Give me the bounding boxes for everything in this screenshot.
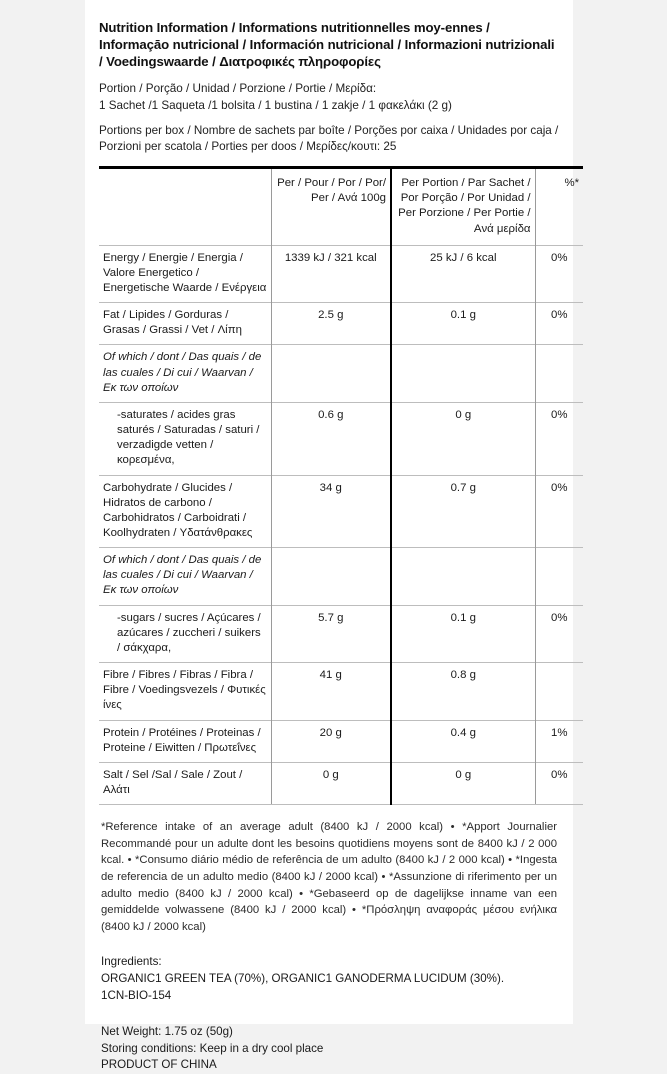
value-per-portion: 0.4 g bbox=[391, 720, 535, 762]
value-per-100g: 0.6 g bbox=[271, 402, 391, 475]
portion-value: 1 Sachet /1 Saqueta /1 bolsita / 1 bustina / 1 zakje / 1 φακελάκι (2 g) bbox=[99, 98, 452, 112]
page-title: Nutrition Information / Informations nutritionnelles moy-ennes / Informaçāo nutricional / Información nutricional / Informazioni nutrizionali / Voedingswaarde / Διατροφικές πληροφορίες bbox=[99, 20, 555, 70]
table-row bbox=[99, 762, 583, 804]
value-percent: 0% bbox=[535, 605, 583, 662]
table-row bbox=[99, 402, 583, 475]
reference-intake-footnote: *Reference intake of an average adult (8400 kJ / 2000 kcal) • *Apport Journalier Recommandé pour un adulte dont les besoins quotidiens moyens sont de 8400 kJ / 2 000 kcal. • *Consumo diário médio de referência de um adulto (8400 kJ / 2 000 kcal) • *Ingesta de referencia de un adulto medio (8400 kJ / 2000 kcal) • *Assunzione di riferimento per un adulto medio (8400 kJ / 2000 kcal) • *Gebaseerd op de dagelijkse inname van een gemiddelde volwassene (8400 kJ / 2000 kcal) • *Πρόσληψη αναφοράς μέσου ενήλικα (8400 kJ / 2000 kcal) bbox=[101, 821, 557, 933]
nutrient-name: Fat / Lipides / Gorduras / Grasas / Grassi / Vet / Λίπη bbox=[99, 303, 271, 345]
nutrient-name: Of which / dont / Das quais / de las cuales / Di cui / Waarvan / Εκ των οποίων bbox=[99, 345, 271, 402]
header-per-portion: Per Portion / Par Sachet / Por Porção / Por Unidad / Per Porzione / Per Portie / Aνά μερίδα bbox=[391, 168, 535, 246]
value-per-portion bbox=[391, 345, 535, 402]
table-row bbox=[99, 548, 583, 605]
table-row bbox=[99, 663, 583, 720]
value-percent: 1% bbox=[535, 720, 583, 762]
value-per-100g: 1339 kJ / 321 kcal bbox=[271, 245, 391, 302]
value-per-100g: 0 g bbox=[271, 762, 391, 804]
nutrient-name: -sugars / sucres / Açúcares / azúcares / zuccheri / suikers / σάκχαρα, bbox=[99, 605, 271, 662]
table-row bbox=[99, 303, 583, 345]
storing-conditions: Storing conditions: Keep in a dry cool place bbox=[101, 1041, 324, 1055]
value-per-100g: 41 g bbox=[271, 663, 391, 720]
table-body bbox=[99, 245, 583, 805]
nutrition-table bbox=[99, 166, 583, 805]
table-row bbox=[99, 475, 583, 548]
value-per-100g: 2.5 g bbox=[271, 303, 391, 345]
portion-block bbox=[99, 81, 559, 113]
value-per-100g: 20 g bbox=[271, 720, 391, 762]
nutrient-name: Salt / Sel /Sal / Sale / Zout / Αλάτι bbox=[99, 762, 271, 804]
value-per-portion: 25 kJ / 6 kcal bbox=[391, 245, 535, 302]
value-percent: 0% bbox=[535, 762, 583, 804]
value-per-100g: 5.7 g bbox=[271, 605, 391, 662]
table-row bbox=[99, 345, 583, 402]
ingredients-heading: Ingredients: bbox=[101, 955, 162, 969]
value-per-portion: 0 g bbox=[391, 402, 535, 475]
footer-info-block bbox=[99, 1024, 559, 1074]
ingredients-body: ORGANIC1 GREEN TEA (70%), ORGANIC1 GANODERMA LUCIDUM (30%). bbox=[101, 972, 505, 986]
header-per-100g: Per / Pour / Por / Por/ Per / Aνά 100g bbox=[271, 168, 391, 246]
value-per-portion: 0.7 g bbox=[391, 475, 535, 548]
value-percent: 0% bbox=[535, 303, 583, 345]
header-percent: %* bbox=[535, 168, 583, 246]
nutrient-name: Energy / Energie / Energia / Valore Energetico / Energetische Waarde / Ενέργεια bbox=[99, 245, 271, 302]
ingredients-block bbox=[99, 954, 559, 1004]
value-percent bbox=[535, 548, 583, 605]
value-per-100g: 34 g bbox=[271, 475, 391, 548]
nutrient-name: Of which / dont / Das quais / de las cuales / Di cui / Waarvan / Εκ των οποίων bbox=[99, 548, 271, 605]
table-row bbox=[99, 605, 583, 662]
ingredients-code: 1CN-BIO-154 bbox=[101, 988, 172, 1002]
table-row bbox=[99, 245, 583, 302]
value-percent: 0% bbox=[535, 245, 583, 302]
net-weight: Net Weight: 1.75 oz (50g) bbox=[101, 1024, 233, 1038]
nutrient-name: -saturates / acides gras saturés / Saturadas / saturi / verzadigde vetten / κορεσμένα, bbox=[99, 402, 271, 475]
table-head bbox=[99, 168, 583, 246]
value-per-portion bbox=[391, 548, 535, 605]
value-percent bbox=[535, 663, 583, 720]
label-card bbox=[85, 0, 579, 1072]
value-per-portion: 0 g bbox=[391, 762, 535, 804]
nutrient-name: Carbohydrate / Glucides / Hidratos de carbono / Carbohidratos / Carboidrati / Koolhydraten / Υδατάνθρακες bbox=[99, 475, 271, 548]
nutrient-name: Protein / Protéines / Proteinas / Proteine / Eiwitten / Πρωτεΐνες bbox=[99, 720, 271, 762]
value-percent: 0% bbox=[535, 402, 583, 475]
nutrient-name: Fibre / Fibres / Fibras / Fibra / Fibre / Voedingsvezels / Φυτικές ίνες bbox=[99, 663, 271, 720]
portions-per-box: Portions per box / Nombre de sachets par boîte / Porções por caixa / Unidades por caja / Porzioni per scatola / Porties per doos / Μερίδες/κουτι: 25 bbox=[99, 123, 559, 153]
value-per-portion: 0.1 g bbox=[391, 303, 535, 345]
value-per-portion: 0.8 g bbox=[391, 663, 535, 720]
value-per-100g bbox=[271, 548, 391, 605]
value-per-100g bbox=[271, 345, 391, 402]
table-row bbox=[99, 720, 583, 762]
product-origin: PRODUCT OF CHINA bbox=[101, 1058, 217, 1072]
value-per-portion: 0.1 g bbox=[391, 605, 535, 662]
value-percent bbox=[535, 345, 583, 402]
value-percent: 0% bbox=[535, 475, 583, 548]
header-nutrient bbox=[99, 168, 271, 246]
table-header-row bbox=[99, 168, 583, 246]
portion-label: Portion / Porção / Unidad / Porzione / Portie / Μερίδα: bbox=[99, 82, 377, 96]
